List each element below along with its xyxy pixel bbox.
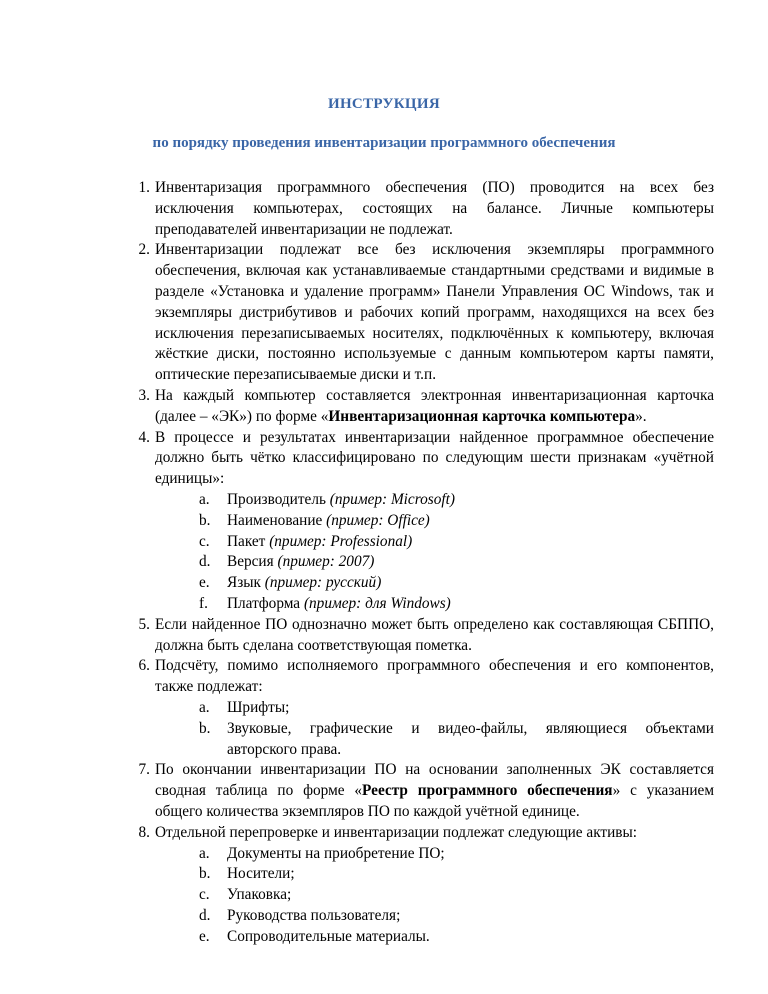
item-number: 2. — [138, 241, 150, 259]
sub-item-number: b. — [199, 511, 211, 529]
sub-list-item — [155, 511, 714, 532]
item-number: 4. — [138, 428, 150, 446]
item-text-part: ». — [635, 407, 647, 425]
sub-list-item — [155, 927, 714, 948]
sub-list-item — [155, 698, 714, 719]
sub-list-item — [155, 844, 714, 865]
sub-item-number: e. — [199, 927, 210, 945]
sub-item-text: Наименование — [227, 511, 327, 529]
list-item-7 — [130, 760, 714, 822]
sub-list-item — [155, 594, 714, 615]
item-number: 6. — [138, 657, 150, 675]
item-text-part: » с указанием общего количества экземпляров ПО по каждой учётной единице. — [155, 782, 715, 820]
sub-list-item — [155, 885, 714, 906]
list-item-6 — [130, 656, 714, 760]
sub-item-number: b. — [199, 865, 211, 883]
sub-list — [155, 844, 714, 948]
sub-item-example: (пример: Office) — [326, 511, 430, 529]
item-number: 8. — [138, 823, 150, 841]
document-subtitle: по порядку проведения инвентаризации программного обеспечения — [152, 135, 616, 151]
sub-list-item — [155, 864, 714, 885]
sub-item-text: Документы на приобретение ПО; — [227, 844, 445, 862]
item-number: 5. — [138, 615, 150, 633]
sub-list-item — [155, 573, 714, 594]
item-number: 1. — [138, 179, 150, 196]
item-text-part: По окончании инвентаризации ПО на основании заполненных ЭК составляется сводная таблица по форме « — [155, 761, 714, 800]
sub-list-item — [155, 552, 714, 573]
sub-item-example: (пример: для Windows) — [303, 594, 451, 612]
list-item-3 — [130, 386, 714, 428]
list-item-5 — [130, 615, 714, 657]
sub-item-text: Язык — [227, 574, 265, 592]
sub-item-text: Упаковка; — [227, 886, 292, 904]
form-name-bold: Инвентаризационная карточка компьютера — [328, 407, 636, 425]
list-item-1 — [130, 178, 714, 240]
sub-item-number: a. — [199, 490, 210, 508]
item-text: Инвентаризации подлежат все без исключения экземпляры программного обеспечения, включая как устанавливаемые стандартными средствами и видимые в разделе «Установка и удаление программ» Панели Управления ОС Windows, так и экземпляры дистрибутивов и рабочих копий программ, находящихся на всех без исключения перезаписываемых носителях, подключённых к компьютеру, включая жёсткие диски, постоянно используемые с данным компьютером карты памяти, оптические перезаписываемые диски и т.п. — [155, 241, 714, 384]
instruction-list — [130, 178, 714, 947]
sub-item-text: Платформа — [227, 594, 304, 612]
sub-item-number: a. — [199, 844, 210, 862]
sub-item-number: c. — [199, 532, 210, 550]
item-text: Инвентаризация программного обеспечения (ПО) проводится на всех без исключения компьютерах, состоящих на балансе. Личные компьютеры преподавателей инвентаризации не подлежат. — [155, 179, 714, 238]
item-number: 3. — [138, 386, 150, 404]
sub-item-text: Версия — [227, 553, 278, 571]
sub-item-number: a. — [199, 698, 210, 716]
sub-item-text: Руководства пользователя; — [227, 906, 401, 924]
sub-item-text: Звуковые, графические и видео-файлы, являющиеся объектами авторского права. — [227, 719, 714, 758]
sub-item-number: b. — [199, 719, 211, 737]
sub-item-number: d. — [199, 553, 211, 571]
list-item-4 — [130, 428, 714, 615]
sub-list — [155, 698, 714, 760]
item-text: Если найденное ПО однозначно может быть определено как составляющая СБППО, должна быть сделана соответствующая пометка. — [155, 615, 714, 654]
sub-item-example: (пример: 2007) — [277, 553, 375, 571]
sub-item-example: (пример: Microsoft) — [329, 490, 455, 508]
sub-item-text: Сопроводительные материалы. — [227, 927, 430, 945]
document-title: ИНСТРУКЦИЯ — [327, 96, 440, 112]
list-item-2 — [130, 240, 714, 386]
sub-list-item — [155, 532, 714, 553]
sub-list-item — [155, 719, 714, 761]
sub-list — [155, 490, 714, 615]
sub-list-item — [155, 490, 714, 511]
item-text: Отдельной перепроверке и инвентаризации подлежат следующие активы: — [155, 823, 638, 841]
sub-list-item — [155, 906, 714, 927]
item-number: 7. — [138, 761, 150, 779]
sub-item-number: d. — [199, 906, 211, 924]
form-name-bold: Реестр программного обеспечения — [362, 782, 613, 800]
item-text-part: На каждый компьютер составляется электронная инвентаризационная карточка (далее – «ЭК») по форме « — [155, 386, 714, 425]
sub-item-text: Пакет — [227, 532, 270, 550]
sub-item-text: Производитель — [227, 490, 330, 508]
sub-item-text: Шрифты; — [227, 698, 290, 716]
sub-item-example: (пример: русский) — [264, 574, 382, 592]
sub-item-number: c. — [199, 886, 210, 904]
sub-item-example: (пример: Professional) — [269, 532, 413, 550]
item-text: В процессе и результатах инвентаризации найденное программное обеспечение должно быть чётко классифицировано по следующим шести признакам «учётной единицы»: — [155, 428, 714, 488]
item-text — [155, 386, 714, 428]
sub-item-number: f. — [199, 594, 208, 612]
item-text: Подсчёту, помимо исполняемого программного обеспечения и его компонентов, также подлежат: — [155, 657, 714, 696]
item-text — [155, 760, 714, 822]
sub-item-number: e. — [199, 574, 210, 592]
sub-item-text: Носители; — [227, 865, 295, 883]
list-item-8 — [130, 823, 714, 948]
